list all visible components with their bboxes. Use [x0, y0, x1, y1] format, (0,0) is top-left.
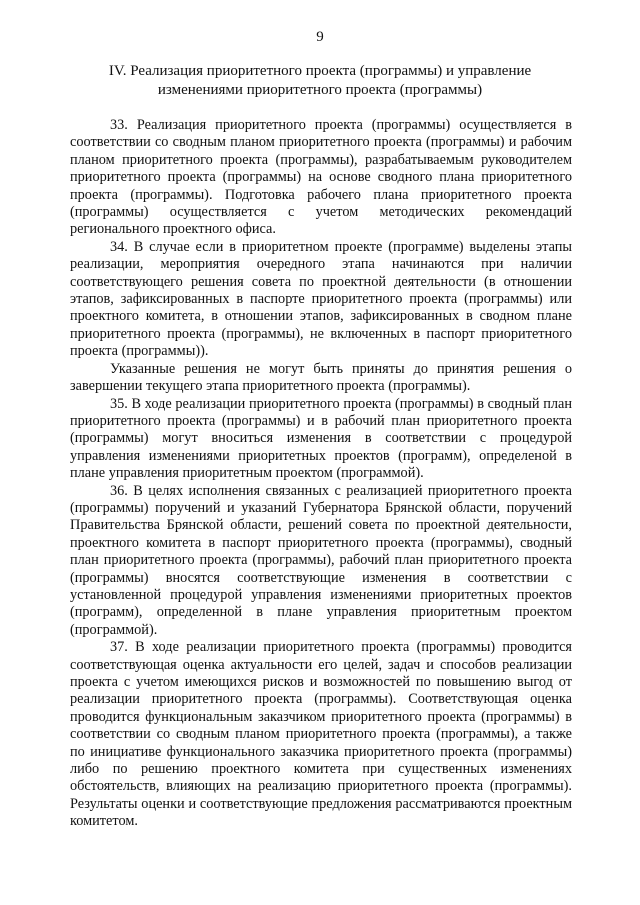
paragraph-36: 36. В целях исполнения связанных с реализацией приоритетного проекта (программы) поручений и указаний Губернатора Брянской области, поручений Правительства Брянской области, решений совета по проектной деятельности, проектного комитета в паспорт приоритетного проекта (программы), сводный план приоритетного проекта (программы), рабочий план приоритетного проекта (программы) вносятся соответствующие изменения в соответствии с установленной процедурой управления изменениями приоритетных проектов (программ), определенной в плане управления приоритетным проектом (программой). — [70, 482, 572, 638]
paragraph-37: 37. В ходе реализации приоритетного проекта (программы) проводится соответствующая оценка актуальности его целей, задач и способов реализации проекта с учетом имеющихся рисков и возможностей по повышению выгод от реализации приоритетного проекта (программы). Соответствующая оценка проводится функциональным заказчиком приоритетного проекта (программы) в соответствии со сводным планом приоритетного проекта (программы), а также по инициативе функционального заказчика приоритетного проекта (программы) либо по решению проектного комитета при существенных изменениях обстоятельств, влияющих на реализацию приоритетного проекта (программы). Результаты оценки и соответствующие предложения рассматриваются проектным комитетом. — [70, 639, 572, 830]
paragraph-33: 33. Реализация приоритетного проекта (программы) осуществляется в соответствии со сводным планом приоритетного проекта (программы) и рабочим планом приоритетного проекта (программы), разрабатываемым руководителем приоритетного проекта (программы) на основе сводного плана приоритетного проекта (программы). Подготовка рабочего плана приоритетного проекта (программы) осуществляется с учетом методических рекомендаций регионального проектного офиса. — [70, 117, 572, 238]
paragraph-35: 35. В ходе реализации приоритетного проекта (программы) в сводный план приоритетного проекта (программы) и в рабочий план приоритетного проекта (программы) могут вноситься изменения в соответствии с процедурой управления изменениями приоритетных проектов (программ), определеной в плане управления приоритетным проектом (программой). — [70, 395, 572, 482]
section-heading: IV. Реализация приоритетного проекта (программы) и управление изменениями приоритетного проекта (программы) — [108, 63, 532, 98]
page-number: 9 — [316, 29, 324, 45]
document-body — [70, 117, 572, 831]
paragraph-decisions-note: Указанные решения не могут быть приняты до принятия решения о завершении текущего этапа приоритетного проекта (программы). — [70, 360, 572, 395]
paragraph-34: 34. В случае если в приоритетном проекте (программе) выделены этапы реализации, мероприятия очередного этапа начинаются при наличии соответствующего решения совета по проектной деятельности (в отношении этапов, зафиксированных в паспорте приоритетного проекта (программы) или проектного комитета, в отношении этапов, зафиксированных в сводном плане приоритетного проекта (программы), не включенных в паспорт приоритетного проекта (программы)). — [70, 238, 572, 360]
